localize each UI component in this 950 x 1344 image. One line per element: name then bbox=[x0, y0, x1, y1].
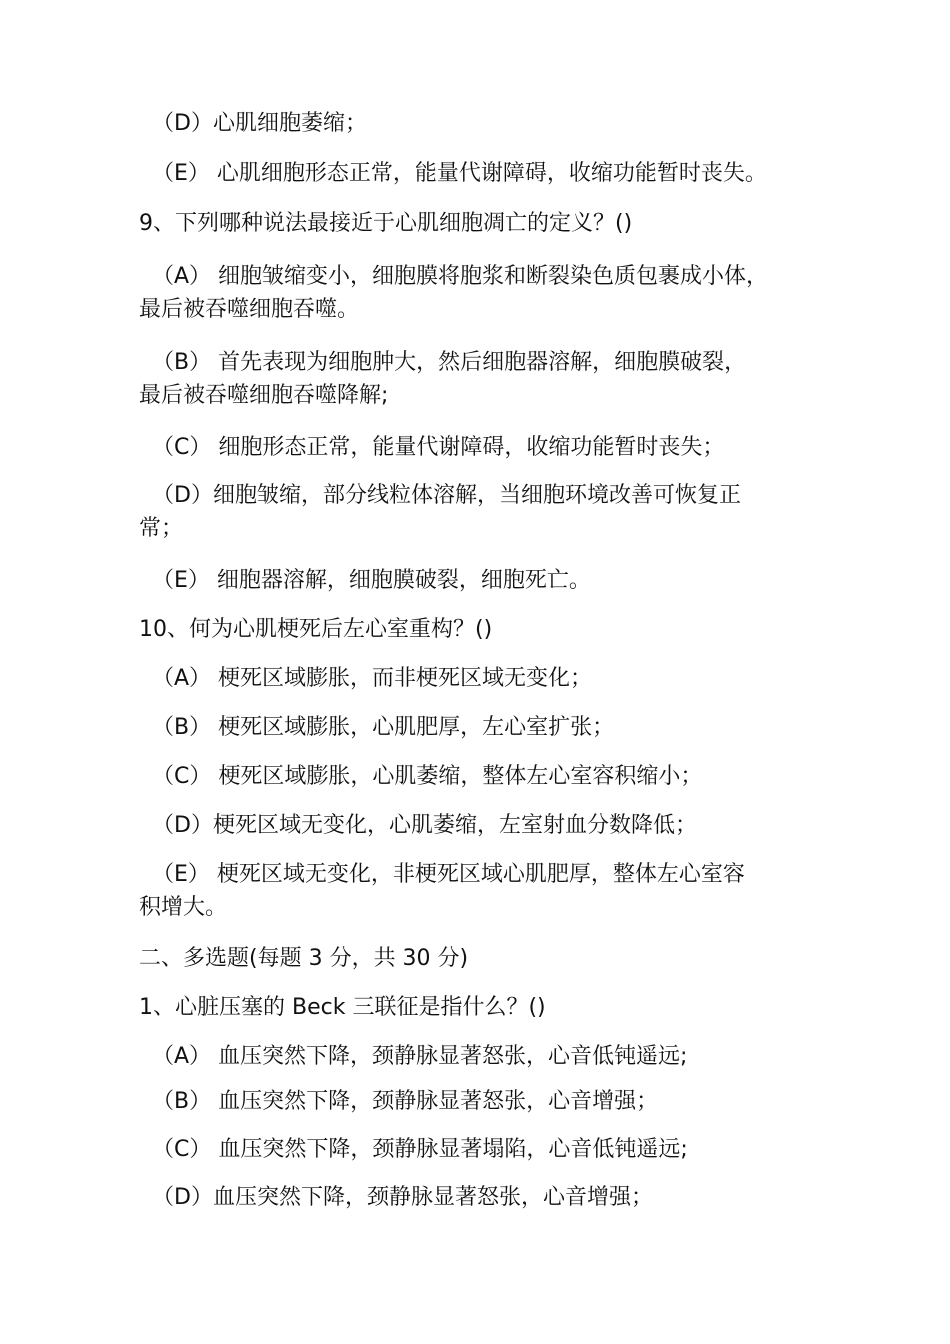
q9-option-d: （D）细胞皱缩，部分线粒体溶解，当细胞环境改善可恢复正 bbox=[152, 483, 741, 508]
q9-option-e: （E） 细胞器溶解，细胞膜破裂，细胞死亡。 bbox=[152, 568, 591, 593]
q9-option-c: （C） 细胞形态正常，能量代谢障碍，收缩功能暂时丧失； bbox=[152, 435, 725, 460]
mq1-option-d: （D）血压突然下降，颈静脉显著怒张，心音增强； bbox=[152, 1185, 653, 1210]
q9-option-b: （B） 首先表现为细胞肿大，然后细胞器溶解，细胞膜破裂， bbox=[152, 350, 747, 375]
q10-option-c: （C） 梗死区域膨胀，心肌萎缩，整体左心室容积缩小； bbox=[152, 764, 703, 789]
q8-option-d: （D）心肌细胞萎缩； bbox=[152, 111, 367, 136]
q8-option-e: （E） 心肌细胞形态正常，能量代谢障碍，收缩功能暂时丧失。 bbox=[152, 161, 767, 186]
q9-option-a: （A） 细胞皱缩变小，细胞膜将胞浆和断裂染色质包裹成小体， bbox=[152, 264, 769, 289]
q10-option-e: （E） 梗死区域无变化，非梗死区域心肌肥厚，整体左心室容 bbox=[152, 862, 745, 887]
q10-option-b: （B） 梗死区域膨胀，心肌肥厚，左心室扩张； bbox=[152, 715, 615, 740]
q10-question: 10、何为心肌梗死后左心室重构？() bbox=[139, 617, 493, 642]
mq1-question: 1、心脏压塞的 Beck 三联征是指什么？() bbox=[139, 995, 546, 1020]
q10-option-a: （A） 梗死区域膨胀，而非梗死区域无变化； bbox=[152, 666, 593, 691]
q9-option-a-cont: 最后被吞噬细胞吞噬。 bbox=[139, 297, 360, 322]
q9-option-b-cont: 最后被吞噬细胞吞噬降解; bbox=[139, 383, 389, 408]
mq1-option-b: （B） 血压突然下降，颈静脉显著怒张，心音增强； bbox=[152, 1089, 659, 1114]
q9-question: 9、下列哪种说法最接近于心肌细胞凋亡的定义？() bbox=[139, 211, 633, 236]
q9-option-d-cont: 常； bbox=[139, 516, 184, 541]
q10-option-e-cont: 积增大。 bbox=[139, 895, 228, 920]
mq1-option-c: （C） 血压突然下降，颈静脉显著塌陷，心音低钝遥远; bbox=[152, 1137, 688, 1162]
mq1-option-a: （A） 血压突然下降，颈静脉显著怒张，心音低钝遥远; bbox=[152, 1044, 688, 1069]
section-heading: 二、多选题(每题 3 分，共 30 分) bbox=[139, 946, 469, 971]
q10-option-d: （D）梗死区域无变化，心肌萎缩，左室射血分数降低； bbox=[152, 813, 697, 838]
